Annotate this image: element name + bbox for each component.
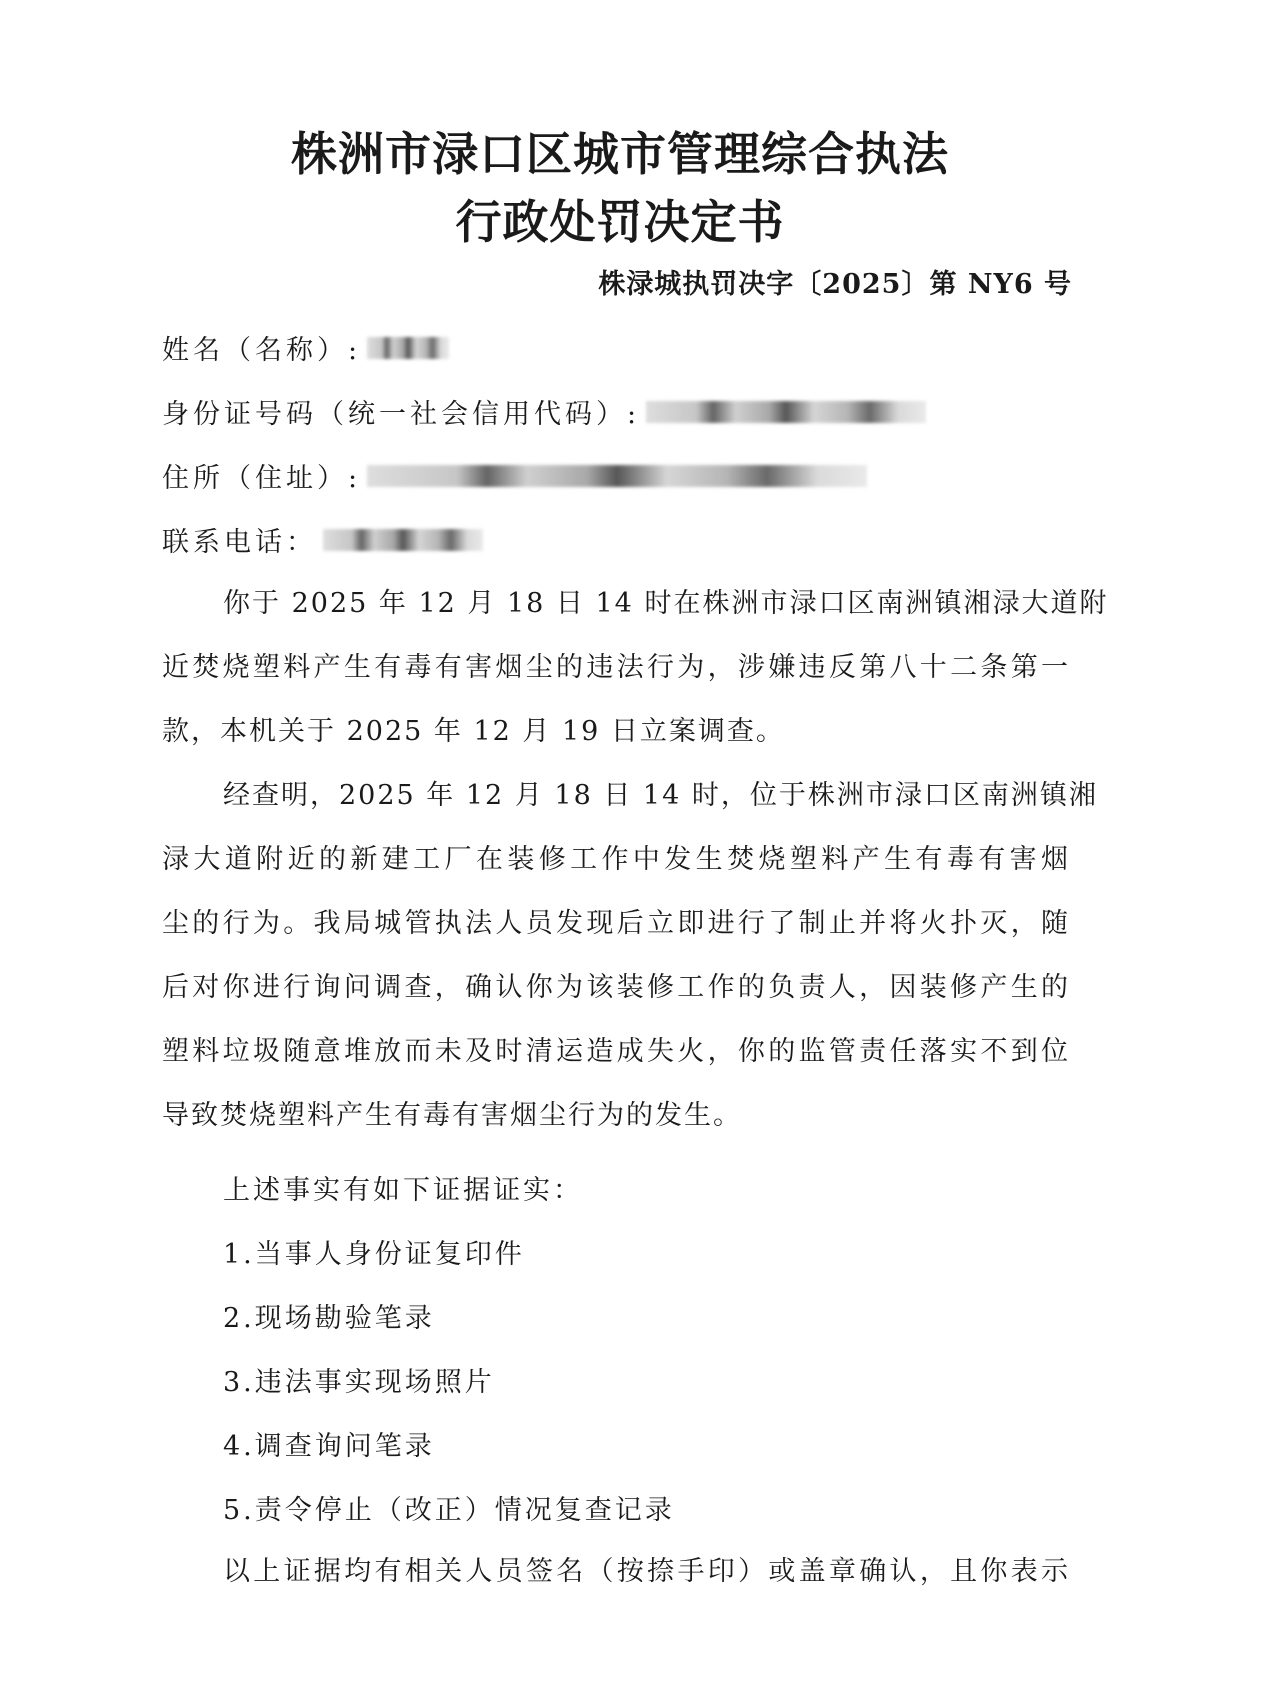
text-line: 近焚烧塑料产生有毒有害烟尘的违法行为，涉嫌违反第八十二条第一	[162, 652, 1070, 683]
text-line: 渌大道附近的新建工厂在装修工作中发生焚烧塑料产生有毒有害烟	[162, 844, 1070, 875]
party-id-row	[162, 392, 926, 431]
evidence-item: 2.现场勘验笔录	[223, 1303, 435, 1334]
evidence-item: 3.违法事实现场照片	[223, 1367, 495, 1398]
party-phone-row	[162, 520, 483, 559]
text-line: 塑料垃圾随意堆放而未及时清运造成失火，你的监管责任落实不到位	[162, 1036, 1070, 1067]
text-line: 导致焚烧塑料产生有毒有害烟尘行为的发生。	[162, 1100, 742, 1131]
redacted-name	[367, 337, 449, 359]
evidence-intro: 上述事实有如下证据证实：	[223, 1175, 583, 1206]
document-number: 株渌城执罚决字〔2025〕第 NY6 号	[598, 269, 1072, 300]
text-line: 你于 2025 年 12 月 18 日 14 时在株洲市渌口区南洲镇湘渌大道附	[223, 588, 1109, 619]
party-phone-label: 联系电话：	[162, 527, 317, 558]
redacted-id-number	[646, 401, 926, 423]
party-address-label: 住所（住址）:	[162, 463, 362, 494]
party-name-label: 姓名（名称）:	[162, 335, 362, 366]
text-line: 后对你进行询问调查，确认你为该装修工作的负责人，因装修产生的	[162, 972, 1070, 1003]
document-title-line1: 株洲市渌口区城市管理综合执法	[291, 127, 949, 181]
party-name-row	[162, 328, 449, 367]
party-id-label: 身份证号码（统一社会信用代码）:	[162, 399, 641, 430]
party-address-row	[162, 456, 867, 495]
text-line: 尘的行为。我局城管执法人员发现后立即进行了制止并将火扑灭，随	[162, 908, 1070, 939]
text-line: 款，本机关于 2025 年 12 月 19 日立案调查。	[162, 716, 785, 747]
text-line: 经查明，2025 年 12 月 18 日 14 时，位于株洲市渌口区南洲镇湘	[223, 780, 1098, 811]
redacted-address	[367, 465, 867, 487]
paragraph-evidence-confirmation	[162, 1540, 1070, 1604]
document-title-line2: 行政处罚决定书	[455, 195, 785, 249]
paragraph-case-filing	[162, 572, 1109, 764]
evidence-item: 4.调查询问笔录	[223, 1431, 435, 1462]
evidence-item: 1.当事人身份证复印件	[223, 1239, 525, 1270]
redacted-phone	[323, 529, 483, 551]
paragraph-findings	[162, 764, 1098, 1148]
evidence-item: 5.责令停止（改正）情况复查记录	[223, 1495, 675, 1526]
text-line: 以上证据均有相关人员签名（按捺手印）或盖章确认，且你表示	[223, 1556, 1070, 1587]
